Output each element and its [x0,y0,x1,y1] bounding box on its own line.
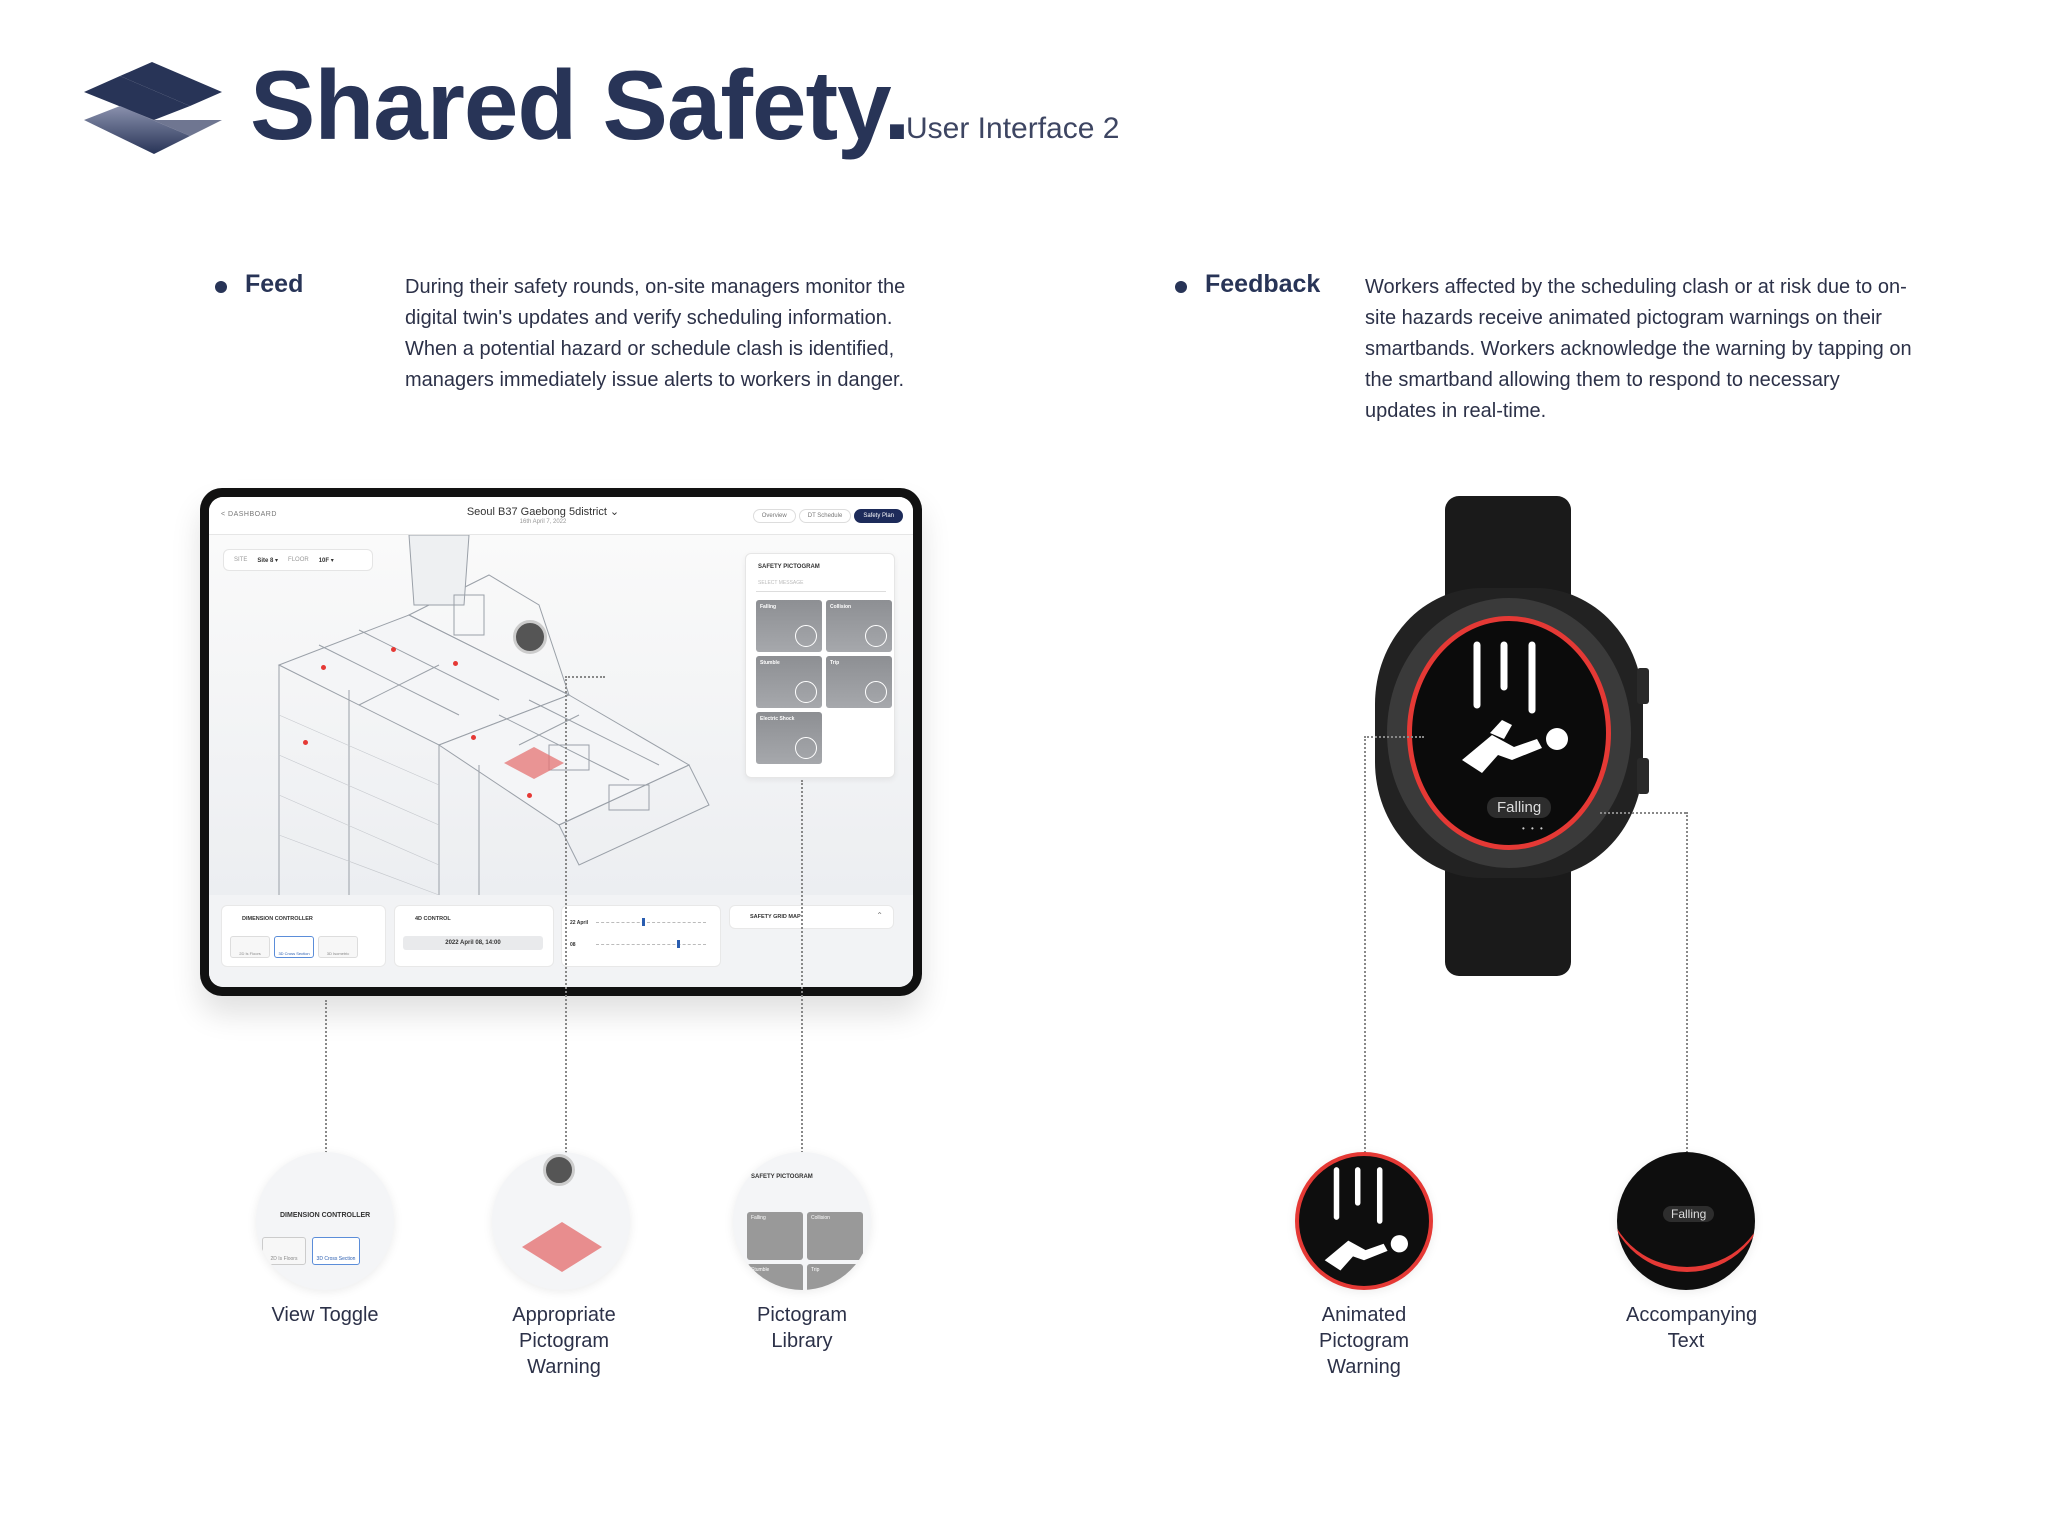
zoom-3d-cross-section-button: 3D Cross Section [312,1237,360,1265]
feedback-bullet [1175,281,1187,293]
tab-overview[interactable]: Overview [753,509,796,523]
watch-side-button[interactable] [1637,758,1649,794]
feed-bullet [215,281,227,293]
safety-grid-map-card[interactable] [729,905,894,929]
leader-line-view-toggle [325,1000,327,1153]
watch-screen[interactable] [1407,616,1611,850]
caption-animated-warning: Animated Pictogram Warning [1318,1304,1410,1378]
zoom-card-trip [807,1264,863,1290]
zoom-dimension-title: DIMENSION CONTROLLER [280,1212,371,1219]
view-2d-floors-button[interactable]: 2D Is Floors [230,936,270,958]
4d-control-title: 4D CONTROL [415,916,451,922]
app-topbar [209,497,913,535]
pictogram-name: Electric Shock [760,716,795,722]
pictogram-name: Falling [760,604,777,610]
pictogram-panel-title: SAFETY PICTOGRAM [758,564,820,570]
pictogram-card-trip[interactable] [826,656,892,708]
zoom-card-name: Falling [751,1215,766,1221]
zoom-library-title: SAFETY PICTOGRAM [751,1174,813,1180]
timeline-hour-slider[interactable] [596,944,706,945]
view-3d-isometric-button[interactable]: 3D Isometric [318,936,358,958]
watch-crown-button[interactable] [1637,668,1649,704]
site-dropdown[interactable]: Site 8 ▾ [257,557,279,564]
chevron-up-icon[interactable]: ⌃ [876,911,883,920]
pictogram-name: Stumble [760,660,780,666]
safety-grid-map-title: SAFETY GRID MAP [750,914,801,920]
watch-case [1375,588,1643,878]
safety-pictogram-panel [745,553,895,778]
animated-warning-zoom [1295,1152,1433,1290]
hazard-dot [471,735,476,740]
falling-pictogram-pin-icon[interactable] [513,620,547,654]
floor-dropdown[interactable]: 10F ▾ [318,557,334,564]
caption-pictogram-library: Pictogram Library [756,1304,848,1352]
leader-line-pictogram-warning-horizontal [565,676,605,678]
brand-title: Shared Safety. [250,50,910,160]
zoom-card-falling [747,1212,803,1260]
feed-title: Feed [245,270,304,298]
zoom-warning-label: Falling [1663,1206,1714,1222]
leader-line-animated-warning-horizontal [1364,736,1424,738]
pictogram-warning-zoom [492,1152,630,1290]
caption-view-toggle: View Toggle [271,1304,379,1326]
site-label: SITE [234,557,248,563]
caption-accompanying-text: Accompanying Text [1626,1304,1758,1352]
control-bottom-panel [209,895,913,987]
view-3d-cross-section-button[interactable]: 3D Cross Section [274,936,314,958]
pictogram-search-input[interactable]: SELECT MESSAGE [756,580,886,592]
timeline-slider-card [561,905,721,967]
caption-pictogram-warning: Appropriate Pictogram Warning [512,1304,616,1378]
site-floor-selector[interactable] [223,549,373,571]
dimension-controller-card [221,905,386,967]
project-date: 16th April 7, 2022 [519,519,567,525]
hazard-dot [321,665,326,670]
pictogram-library-zoom [733,1152,871,1290]
floor-label: FLOOR [288,557,309,563]
building-isometric-model [239,535,759,895]
leader-line-accompanying-text [1686,812,1688,1153]
zoom-pin-icon [543,1154,575,1186]
falling-icon [795,625,817,647]
timeline-slider[interactable] [596,922,706,923]
feedback-description: Workers affected by the scheduling clash or at risk due to on-site hazards receive animated pictogram warnings on their smartbands. Workers acknowledge the warning by tapping on the smartband allowing them to respond to necessary updates in real-time. [1365,276,1912,422]
tablet-mockup [200,488,922,996]
hazard-dot [527,793,532,798]
zoom-card-name: Stumble [751,1267,770,1273]
project-selector[interactable]: Seoul B37 Gaebong 5district ⌄ [466,506,620,518]
pictogram-name: Collision [830,604,852,610]
pictogram-grid [756,600,890,764]
hazard-dot [453,661,458,666]
electric-shock-icon [795,737,817,759]
leader-line-pictogram-warning [565,676,567,1153]
collision-icon [865,625,887,647]
warning-label: Falling [1487,797,1551,818]
4d-control-card [394,905,554,967]
feedback-title: Feedback [1205,270,1321,298]
leader-line-animated-warning [1364,736,1366,1153]
page-subtitle: User Interface 2 [906,112,1120,145]
tablet-screen [209,497,913,987]
timeline-hour-label: 08 [570,942,576,948]
hazard-dot [303,740,308,745]
tab-safety-plan[interactable]: Safety Plan [854,509,903,523]
zoom-hazard-zone-icon [512,1212,612,1282]
timeline-hour-thumb[interactable] [677,940,680,948]
zoom-red-ring [1617,1192,1755,1272]
timeline-date-label: 22 April [570,920,589,926]
shared-safety-logo-icon [80,58,225,158]
page-indicator: • • • [1522,824,1545,833]
tab-dt-schedule[interactable]: DT Schedule [799,509,852,523]
falling-person-icon [1442,635,1582,785]
feed-description: During their safety rounds, on-site managers monitor the digital twin's updates and verify scheduling information. When a potential hazard or schedule clash is identified, managers immediately issue alerts to workers in danger. [405,276,906,391]
trip-icon [865,681,887,703]
4d-date-field[interactable]: 2022 April 08, 14:00 [403,936,543,950]
zoom-2d-floors-button: 2D Is Floors [262,1237,306,1265]
watch-bezel [1387,598,1631,868]
view-toggle-zoom [256,1152,394,1290]
timeline-slider-thumb[interactable] [642,918,645,926]
pictogram-card-falling[interactable] [756,600,822,652]
zoom-falling-person-icon [1309,1161,1419,1281]
zoom-card-name: Collision [811,1215,830,1221]
digital-twin-viewport[interactable] [209,535,913,895]
zoom-card-collision [807,1212,863,1260]
dashboard-back-link[interactable]: < DASHBOARD [221,511,277,518]
watch-strap-bottom [1445,861,1571,976]
accompanying-text-zoom [1617,1152,1755,1290]
stumble-icon [795,681,817,703]
view-tabs [753,509,903,523]
zoom-card-stumble [747,1264,803,1290]
zoom-card-name: Trip [811,1267,820,1273]
pictogram-card-electric-shock[interactable] [756,712,822,764]
hazard-dot [391,647,396,652]
pictogram-card-collision[interactable] [826,600,892,652]
dimension-controller-title: DIMENSION CONTROLLER [242,916,313,922]
leader-line-accompanying-text-horizontal [1600,812,1686,814]
leader-line-pictogram-library [801,780,803,1153]
pictogram-card-stumble[interactable] [756,656,822,708]
pictogram-name: Trip [830,660,840,666]
